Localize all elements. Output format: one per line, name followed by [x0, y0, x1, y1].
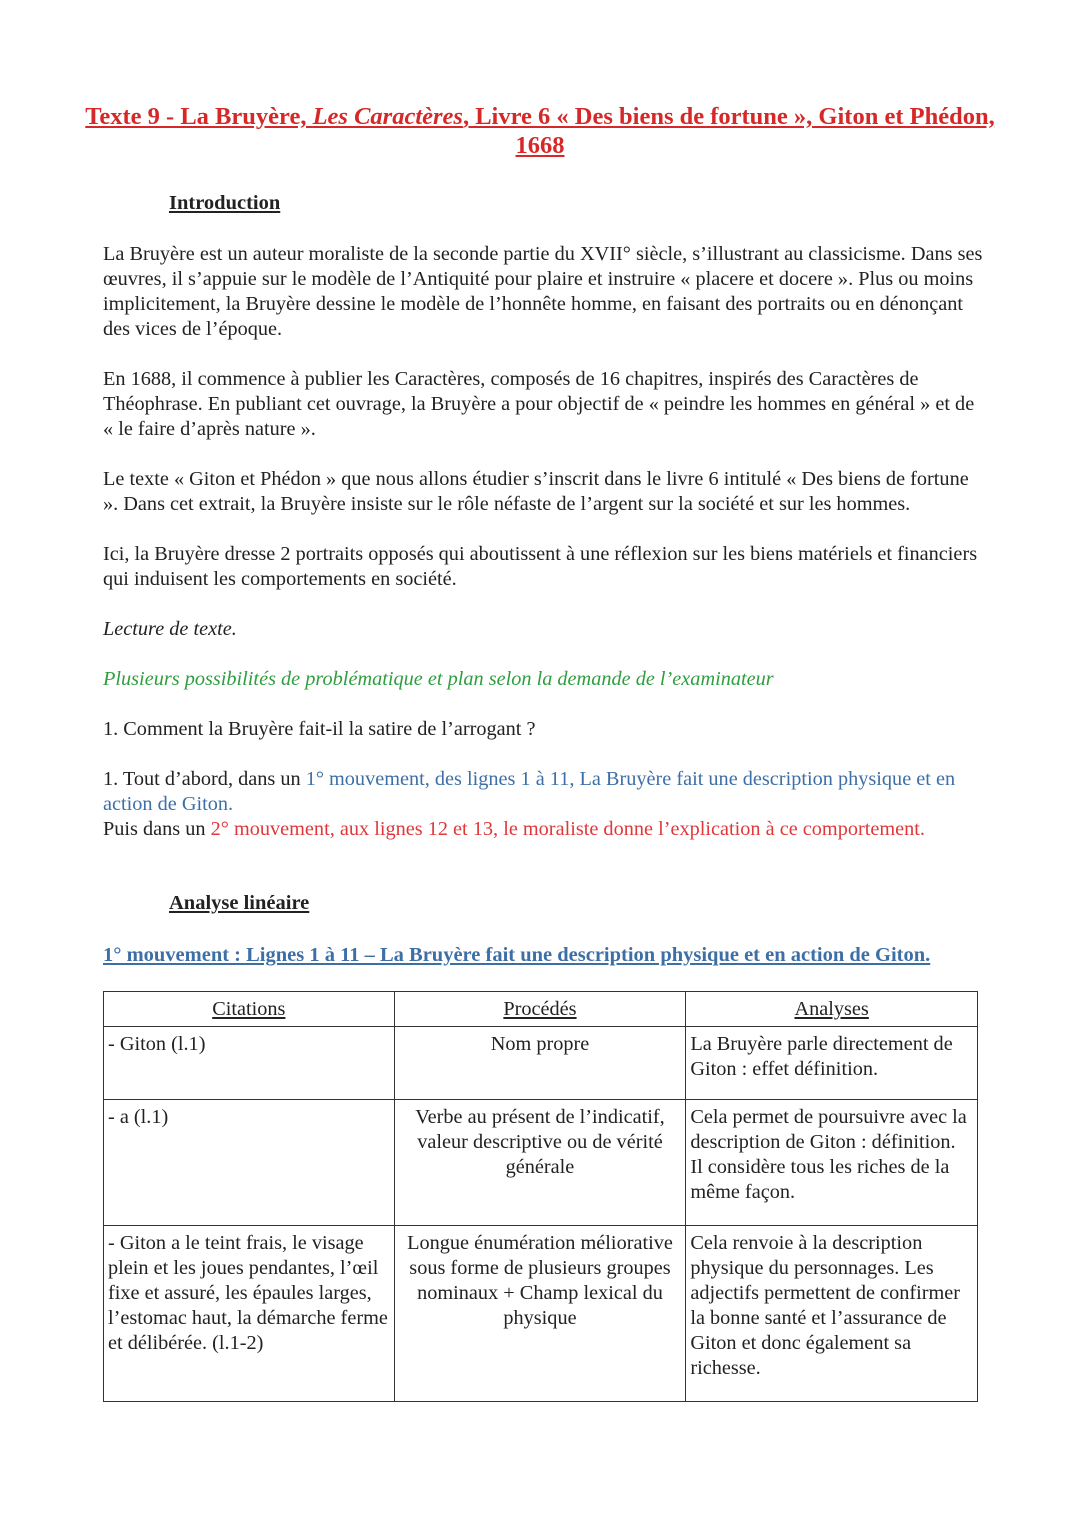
problematique-question: 1. Comment la Bruyère fait-il la satire de l’arrogant ?: [103, 718, 536, 740]
procede-cell: Nom propre: [394, 1027, 686, 1100]
citation-cell: - Giton (l.1): [104, 1027, 395, 1100]
analyse-heading: Analyse linéaire: [169, 892, 310, 914]
analyse-cell: Cela permet de poursuivre avec la description de Giton : définition. Il considère tous les riches de la même façon.: [686, 1100, 978, 1226]
intro-paragraph-1: La Bruyère est un auteur moraliste de la seconde partie du XVII° siècle, s’illustrant au classicisme. Dans ses œuvres, il s’appuie sur le modèle de l’Antiquité pour plaire et instruire « placere et docere ». Plus ou moins implicitement, la Bruyère dessine le modèle de l’honnête homme, en faisant des portraits ou en dénonçant des vices de l’époque.: [103, 243, 983, 340]
plan2-prefix: Puis dans un: [103, 818, 211, 840]
problematique-note: Plusieurs possibilités de problématique et plan selon la demande de l’examinateur: [103, 668, 774, 690]
document-title: [60, 102, 1020, 160]
analyse-cell: La Bruyère parle directement de Giton : effet définition.: [686, 1027, 978, 1100]
procede-cell: Verbe au présent de l’indicatif, valeur descriptive ou de vérité générale: [394, 1100, 686, 1226]
intro-paragraph-4: Ici, la Bruyère dresse 2 portraits opposés qui aboutissent à une réflexion sur les biens matériels et financiers qui induisent les comportements en société.: [103, 543, 978, 590]
citation-cell: - Giton a le teint frais, le visage plein et les joues pendantes, l’œil fixe et assuré, les épaules larges, l’estomac haut, la démarche ferme et délibérée. (l.1-2): [104, 1226, 395, 1402]
table-row: [104, 1027, 978, 1100]
table-header-row: [104, 992, 978, 1027]
plan2-colored: 2° mouvement, aux lignes 12 et 13, le moraliste donne l’explication à ce comportement.: [210, 818, 925, 840]
analysis-table: [103, 991, 978, 1402]
table-row: [104, 1226, 978, 1402]
table-row: [104, 1100, 978, 1226]
title-part2: , Livre 6 « Des biens de fortune », Giton et Phédon, 1668: [462, 103, 995, 159]
header-analyses: Analyses: [686, 992, 978, 1027]
lecture-note: Lecture de texte.: [103, 618, 237, 640]
analyse-cell: Cela renvoie à la description physique du personnages. Les adjectifs permettent de confirmer la bonne santé et l’assurance de Giton et donc également sa richesse.: [686, 1226, 978, 1402]
header-citations: Citations: [104, 992, 395, 1027]
plan-movement-2: [103, 817, 983, 842]
title-italic: Les Caractères: [312, 103, 463, 130]
plan-movement-1: [103, 767, 983, 817]
procede-cell: Longue énumération méliorative sous forme de plusieurs groupes nominaux + Champ lexical du physique: [394, 1226, 686, 1402]
plan1-colored: 1° mouvement, des lignes 1 à 11, La Bruyère fait une description physique et en action de Giton.: [103, 768, 956, 815]
intro-paragraph-2: En 1688, il commence à publier les Caractères, composés de 16 chapitres, inspirés des Caractères de Théophrase. En publiant cet ouvrage, la Bruyère a pour objectif de « peindre les hommes en général » et de « le faire d’après nature ».: [103, 368, 975, 440]
movement-title: 1° mouvement : Lignes 1 à 11 – La Bruyère fait une description physique et en action de Giton.: [103, 944, 931, 966]
header-procedes: Procédés: [394, 992, 686, 1027]
plan1-prefix: 1. Tout d’abord, dans un: [103, 768, 306, 790]
intro-heading: Introduction: [169, 192, 281, 214]
citation-cell: - a (l.1): [104, 1100, 395, 1226]
title-part1: Texte 9 - La Bruyère,: [85, 103, 313, 130]
intro-paragraph-3: Le texte « Giton et Phédon » que nous allons étudier s’inscrit dans le livre 6 intitulé « Des biens de fortune ». Dans cet extrait, la Bruyère insiste sur le rôle néfaste de l’argent sur la société et sur les hommes.: [103, 468, 969, 515]
